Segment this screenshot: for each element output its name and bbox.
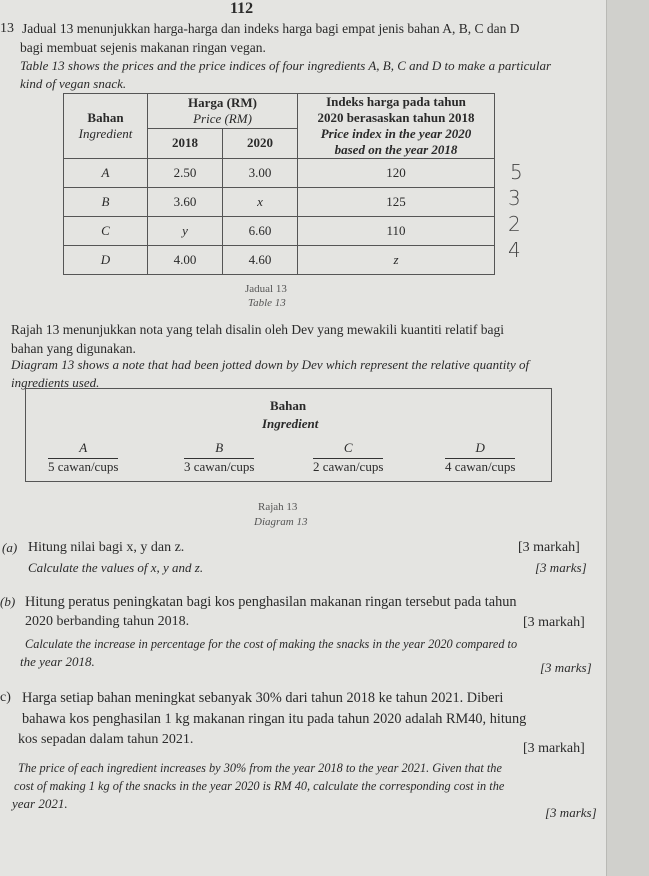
part-c-en3: year 2021.	[12, 796, 68, 811]
fraction-qty: 3 cawan/cups	[184, 459, 255, 474]
fraction-name: C	[313, 440, 383, 459]
part-c-ms1: Harga setiap bahan meningkat sebanyak 30% dari tahun 2018 ke tahun 2021. Diberi	[22, 690, 504, 706]
cell-2020: 6.60	[223, 217, 298, 246]
intro-ms-line2: bagi membuat sejenis makanan ringan vegan.	[20, 40, 266, 55]
handwritten-note: 4	[508, 238, 521, 262]
cell-index: 125	[298, 188, 495, 217]
header-ingredient-en: Ingredient	[78, 126, 133, 141]
header-index-ms2: 2020 berasaskan tahun 2018	[317, 110, 475, 125]
cell-2018: y	[148, 217, 223, 246]
diagram-caption-en: Diagram 13	[254, 516, 308, 528]
header-ingredient-ms: Bahan	[87, 110, 124, 125]
handwritten-note: 3	[508, 186, 521, 210]
part-a-marks-en: [3 marks]	[535, 560, 587, 575]
part-b-marks-en: [3 marks]	[540, 660, 592, 675]
table-row	[64, 159, 495, 188]
fraction-name: B	[184, 440, 254, 459]
cell-2018: 3.60	[148, 188, 223, 217]
header-index-en2: based on the year 2018	[334, 142, 458, 157]
price-index-table	[63, 93, 495, 275]
diagram-intro-ms2: bahan yang digunakan.	[11, 341, 136, 356]
part-b-en1: Calculate the increase in percentage for the cost of making the snacks in the year 2020 compared to	[25, 637, 518, 651]
table-row	[64, 188, 495, 217]
header-index	[298, 94, 495, 159]
page-edge	[606, 0, 649, 876]
header-2020: 2020	[223, 128, 298, 158]
header-price	[148, 94, 298, 129]
fraction-name: D	[445, 440, 515, 459]
ingredient-fraction-c	[313, 440, 383, 475]
part-b-ms2: 2020 berbanding tahun 2018.	[25, 614, 190, 629]
table-row	[64, 217, 495, 246]
cell-2020: 3.00	[223, 159, 298, 188]
intro-ms-line1: Jadual 13 menunjukkan harga-harga dan indeks harga bagi empat jenis bahan A, B, C dan D	[22, 21, 520, 36]
handwritten-note: 2	[508, 212, 521, 236]
part-c-label: c)	[0, 690, 11, 705]
ingredient-fraction-d	[445, 440, 515, 475]
part-a-marks-ms: [3 markah]	[518, 540, 580, 555]
part-c-marks-ms: [3 markah]	[523, 741, 585, 756]
diagram-intro-en2: ingredients used.	[11, 375, 100, 390]
cell-2018: 4.00	[148, 246, 223, 275]
intro-en-line1: Table 13 shows the prices and the price indices of four ingredients A, B, C and D to make a particular	[20, 58, 552, 73]
part-b-marks-ms: [3 markah]	[523, 615, 585, 630]
cell-index: z	[298, 246, 495, 275]
diagram-title-en: Ingredient	[262, 416, 319, 431]
cell-ingredient: A	[64, 159, 148, 188]
header-index-en1: Price index in the year 2020	[320, 126, 472, 141]
header-ingredient	[64, 94, 148, 159]
fraction-qty: 2 cawan/cups	[313, 459, 384, 474]
part-c-marks-en: [3 marks]	[545, 805, 597, 820]
cell-index: 110	[298, 217, 495, 246]
ingredient-fraction-b	[184, 440, 254, 475]
part-a-en: Calculate the values of x, y and z.	[28, 560, 204, 575]
cell-2020: 4.60	[223, 246, 298, 275]
handwritten-note: 5	[510, 160, 523, 184]
part-c-en1: The price of each ingredient increases by 30% from the year 2018 to the year 2021. Given that the	[18, 761, 502, 775]
diagram-caption-ms: Rajah 13	[258, 501, 298, 513]
part-c-en2: cost of making 1 kg of the snacks in the year 2020 is RM 40, calculate the corresponding cost in the	[14, 779, 505, 793]
header-price-ms: Harga (RM)	[188, 94, 257, 110]
fraction-qty: 5 cawan/cups	[48, 459, 119, 474]
part-a-ms: Hitung nilai bagi x, y dan z.	[28, 540, 185, 555]
cell-ingredient: C	[64, 217, 148, 246]
fraction-qty: 4 cawan/cups	[445, 459, 516, 474]
page-number: 112	[230, 0, 254, 17]
part-c-ms2: bahawa kos penghasilan 1 kg makanan ringan itu pada tahun 2020 adalah RM40, hitung	[22, 711, 527, 727]
question-number: 13	[0, 21, 14, 36]
part-b-en2: the year 2018.	[20, 654, 95, 669]
diagram-intro-en1: Diagram 13 shows a note that had been jotted down by Dev which represent the relative quantity of	[11, 357, 530, 372]
part-b-ms1: Hitung peratus peningkatan bagi kos penghasilan makanan ringan tersebut pada tahun	[25, 594, 517, 610]
table-row	[64, 246, 495, 275]
diagram-intro-ms1: Rajah 13 menunjukkan nota yang telah disalin oleh Dev yang mewakili kuantiti relatif bagi	[11, 322, 504, 337]
cell-ingredient: D	[64, 246, 148, 275]
diagram-title-ms: Bahan	[270, 398, 307, 413]
cell-index: 120	[298, 159, 495, 188]
cell-2018: 2.50	[148, 159, 223, 188]
part-a-label: (a)	[2, 540, 18, 555]
ingredient-fraction-a	[48, 440, 118, 475]
header-index-ms1: Indeks harga pada tahun	[326, 94, 466, 109]
part-c-ms3: kos sepadan dalam tahun 2021.	[18, 732, 194, 747]
header-2018: 2018	[148, 128, 223, 158]
header-price-en: Price (RM)	[193, 110, 252, 126]
intro-en-line2: kind of vegan snack.	[20, 76, 127, 91]
table-caption-ms: Jadual 13	[245, 283, 287, 295]
cell-ingredient: B	[64, 188, 148, 217]
fraction-name: A	[48, 440, 118, 459]
part-b-label: (b)	[0, 594, 16, 609]
table-caption-en: Table 13	[248, 297, 286, 309]
cell-2020: x	[223, 188, 298, 217]
